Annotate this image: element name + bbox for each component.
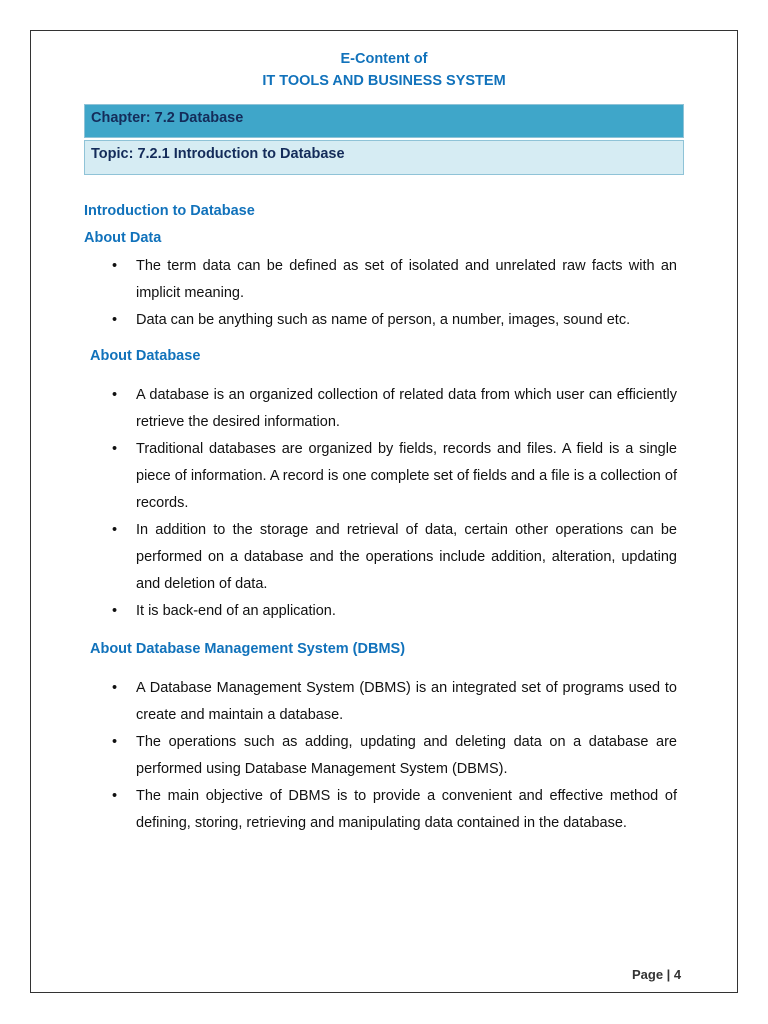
list-item: • Traditional databases are organized by fields, records and files. A field is a single piece of information. A record is one complete set of fields and a file is a collection of records.: [112, 436, 677, 517]
list-item: • It is back-end of an application.: [112, 598, 677, 625]
list-item: • The operations such as adding, updating and deleting data on a database are performed using Database Management System (DBMS).: [112, 729, 677, 783]
about-dbms-list: [112, 675, 677, 837]
intro-heading: Introduction to Database: [84, 203, 255, 219]
topic-band: Topic: 7.2.1 Introduction to Database: [84, 140, 684, 175]
document-title-line2: IT TOOLS AND BUSINESS SYSTEM: [262, 73, 506, 89]
list-item: • The term data can be defined as set of isolated and unrelated raw facts with an implicit meaning.: [112, 253, 677, 307]
about-dbms-heading: About Database Management System (DBMS): [90, 641, 406, 657]
list-item: • A Database Management System (DBMS) is an integrated set of programs used to create and maintain a database.: [112, 675, 677, 729]
about-data-list: [112, 253, 677, 334]
list-item: • The main objective of DBMS is to provide a convenient and effective method of defining, storing, retrieving and manipulating data contained in the database.: [112, 783, 677, 837]
about-data-heading: About Data: [84, 230, 162, 246]
document-title-line1: E-Content of: [340, 51, 428, 67]
list-item: • A database is an organized collection of related data from which user can efficiently retrieve the desired information.: [112, 382, 677, 436]
list-item: • Data can be anything such as name of person, a number, images, sound etc.: [112, 307, 677, 334]
page-number: Page | 4: [632, 967, 682, 982]
list-item: • In addition to the storage and retrieval of data, certain other operations can be performed on a database and the operations include addition, alteration, updating and deletion of data.: [112, 517, 677, 598]
about-database-heading: About Database: [90, 348, 201, 364]
about-database-list: [112, 382, 677, 625]
chapter-band: Chapter: 7.2 Database: [84, 104, 684, 138]
